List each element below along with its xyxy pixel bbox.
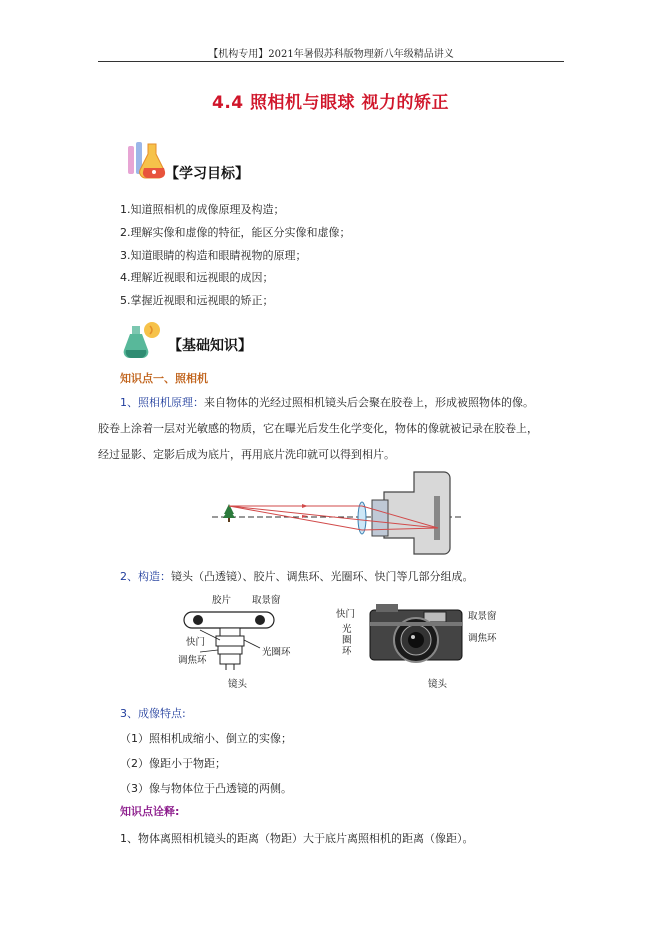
- imaging-item: （2）像距小于物距；: [120, 757, 226, 770]
- label-lens: 镜头: [228, 679, 248, 690]
- principle-line-3: 经过显影、定影后成为底片，再用底片洗印就可以得到相片。: [98, 448, 395, 461]
- label-film: 胶片: [212, 595, 232, 606]
- principle-line-2: 胶卷上涂着一层对光敏感的物质，它在曝光后发生化学变化，物体的像就被记录在胶卷上，: [98, 422, 538, 435]
- imaging-item: （3）像与物体位于凸透镜的两侧。: [120, 782, 292, 795]
- label-photo-lens: 镜头: [428, 679, 448, 690]
- principle-line-1: 1、照相机原理：来自物体的光经过照相机镜头后会聚在胶卷上，形成被照物体的像。: [120, 396, 534, 409]
- label-photo-focus-ring: 调焦环: [468, 633, 497, 644]
- camera-photo: [368, 600, 464, 674]
- label-photo-shutter: 快门: [336, 609, 356, 620]
- goal-item: 1.知道照相机的成像原理及构造；: [120, 203, 285, 216]
- label-focus-ring: 调焦环: [178, 655, 207, 666]
- goal-item: 5.掌握近视眼和远视眼的矫正；: [120, 294, 274, 307]
- imaging-item: （1）照相机成缩小、倒立的实像；: [120, 732, 292, 745]
- label-photo-viewfinder: 取景窗: [468, 611, 497, 622]
- header-divider: [98, 61, 564, 62]
- goal-item: 3.知道眼睛的构造和眼睛视物的原理；: [120, 249, 307, 262]
- page-title: 4.4 照相机与眼球 视力的矫正: [212, 93, 449, 113]
- imaging-label: 3、成像特点:: [120, 707, 186, 720]
- lab-bottle-icon: [122, 320, 166, 360]
- goal-item: 2.理解实像和虚像的特征，能区分实像和虚像；: [120, 226, 351, 239]
- flask-icon: [124, 138, 166, 182]
- goals-heading: 【学习目标】: [165, 166, 249, 182]
- basics-heading: 【基础知识】: [168, 338, 252, 354]
- knowledge-note-title: 知识点诠释:: [120, 805, 180, 818]
- structure-line: 2、构造：镜头（凸透镜）、胶片、调焦环、光圈环、快门等几部分组成。: [120, 570, 474, 583]
- note-item: 1、物体离照相机镜头的距离（物距）大于底片离照相机的距离（像距）。: [120, 832, 474, 845]
- camera-ray-diagram: [212, 468, 468, 558]
- knowledge-point-title: 知识点一、照相机: [120, 372, 208, 385]
- label-aperture-ring: 光圈环: [262, 647, 291, 658]
- structure-label: 2、构造：: [120, 570, 171, 583]
- page-header: 【机构专用】2021年暑假苏科版物理新八年级精品讲义: [208, 49, 454, 60]
- label-shutter: 快门: [186, 637, 206, 648]
- label-photo-aperture: 光 圈 环: [342, 624, 352, 657]
- label-viewfinder: 取景窗: [252, 595, 281, 606]
- goal-item: 4.理解近视眼和远视眼的成因；: [120, 271, 274, 284]
- principle-label: 1、照相机原理：: [120, 396, 204, 409]
